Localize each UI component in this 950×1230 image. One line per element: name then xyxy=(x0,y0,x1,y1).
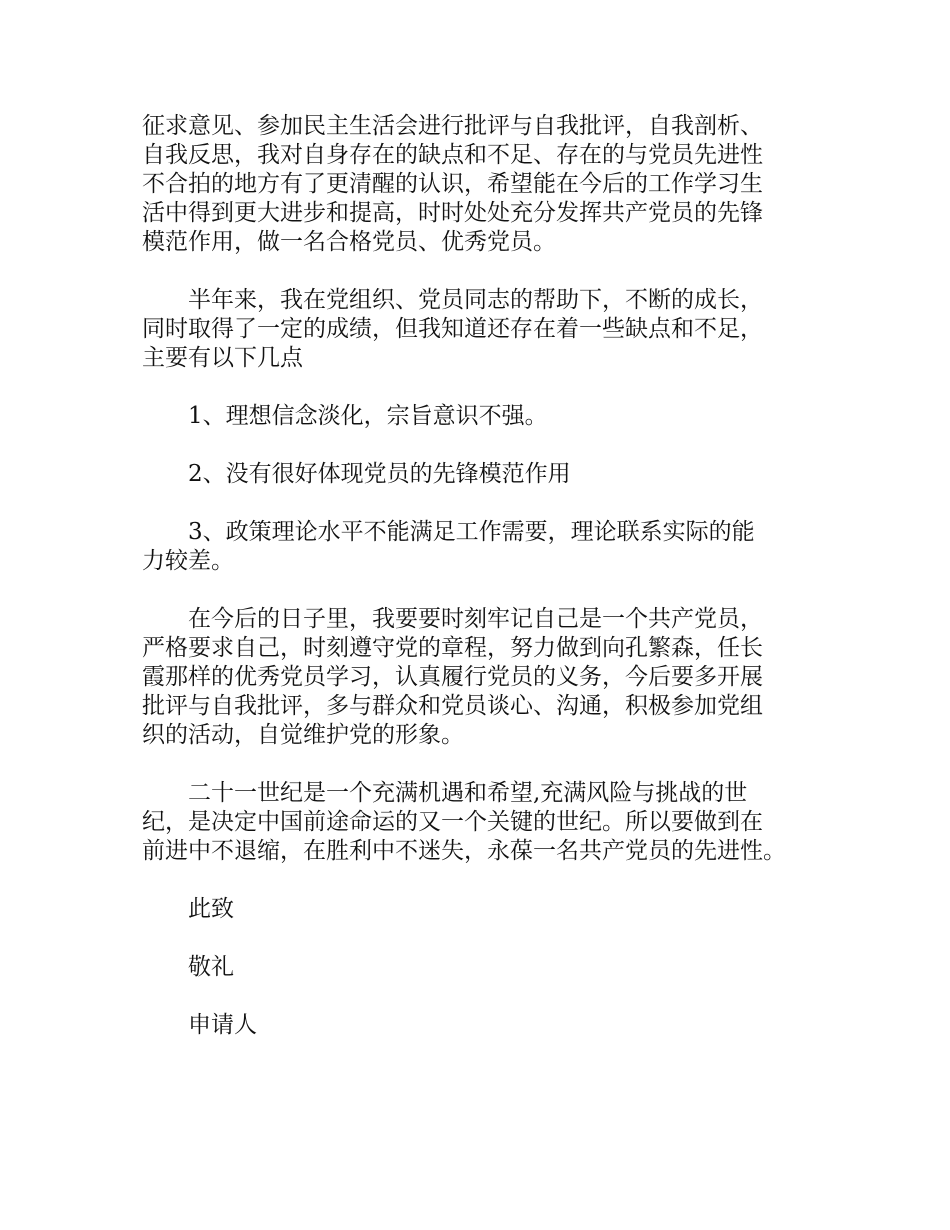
document-page xyxy=(142,112,842,1040)
paragraph-century: 二十一世纪是一个充满机遇和希望,充满风险与挑战的世 纪，是决定中国前途命运的又一个关键的世纪。所以要做到在 前进中不退缩，在胜利中不迷失，永葆一名共产党员的先进性。 xyxy=(142,780,786,864)
list-item-3: 3、政策理论水平不能满足工作需要，理论联系实际的能 力较差。 xyxy=(142,519,755,574)
paragraph-opening: 征求意见、参加民主生活会进行批评与自我批评，自我剖析、 自我反思，我对自身存在的缺点和不足、存在的与党员先进性 不合拍的地方有了更清醒的认识，希望能在今后的工作学习生 活中得到更大进步和提高，时时处处充分发挥共产党员的先锋 模范作用，做一名合格党员、优秀党员。 xyxy=(142,113,763,255)
list-item-1: 1、理想信念淡化，宗旨意识不强。 xyxy=(188,403,548,429)
list-item-2: 2、没有很好体现党员的先锋模范作用 xyxy=(188,461,571,487)
closing-salutation: 此致 xyxy=(188,896,234,922)
closing-signature: 申请人 xyxy=(188,1012,257,1038)
paragraph-half-year: 半年来，我在党组织、党员同志的帮助下，不断的成长， 同时取得了一定的成绩，但我知道还存在着一些缺点和不足， 主要有以下几点 xyxy=(142,287,763,371)
closing-regards: 敬礼 xyxy=(188,954,234,980)
paragraph-future-plans: 在今后的日子里，我要要时刻牢记自己是一个共产党员， 严格要求自己，时刻遵守党的章程，努力做到向孔繁森，任长 霞那样的优秀党员学习，认真履行党员的义务，今后要多开展 批评与自我批评，多与群众和党员谈心、沟通，积极参加党组 织的活动，自觉维护党的形象。 xyxy=(142,606,763,748)
